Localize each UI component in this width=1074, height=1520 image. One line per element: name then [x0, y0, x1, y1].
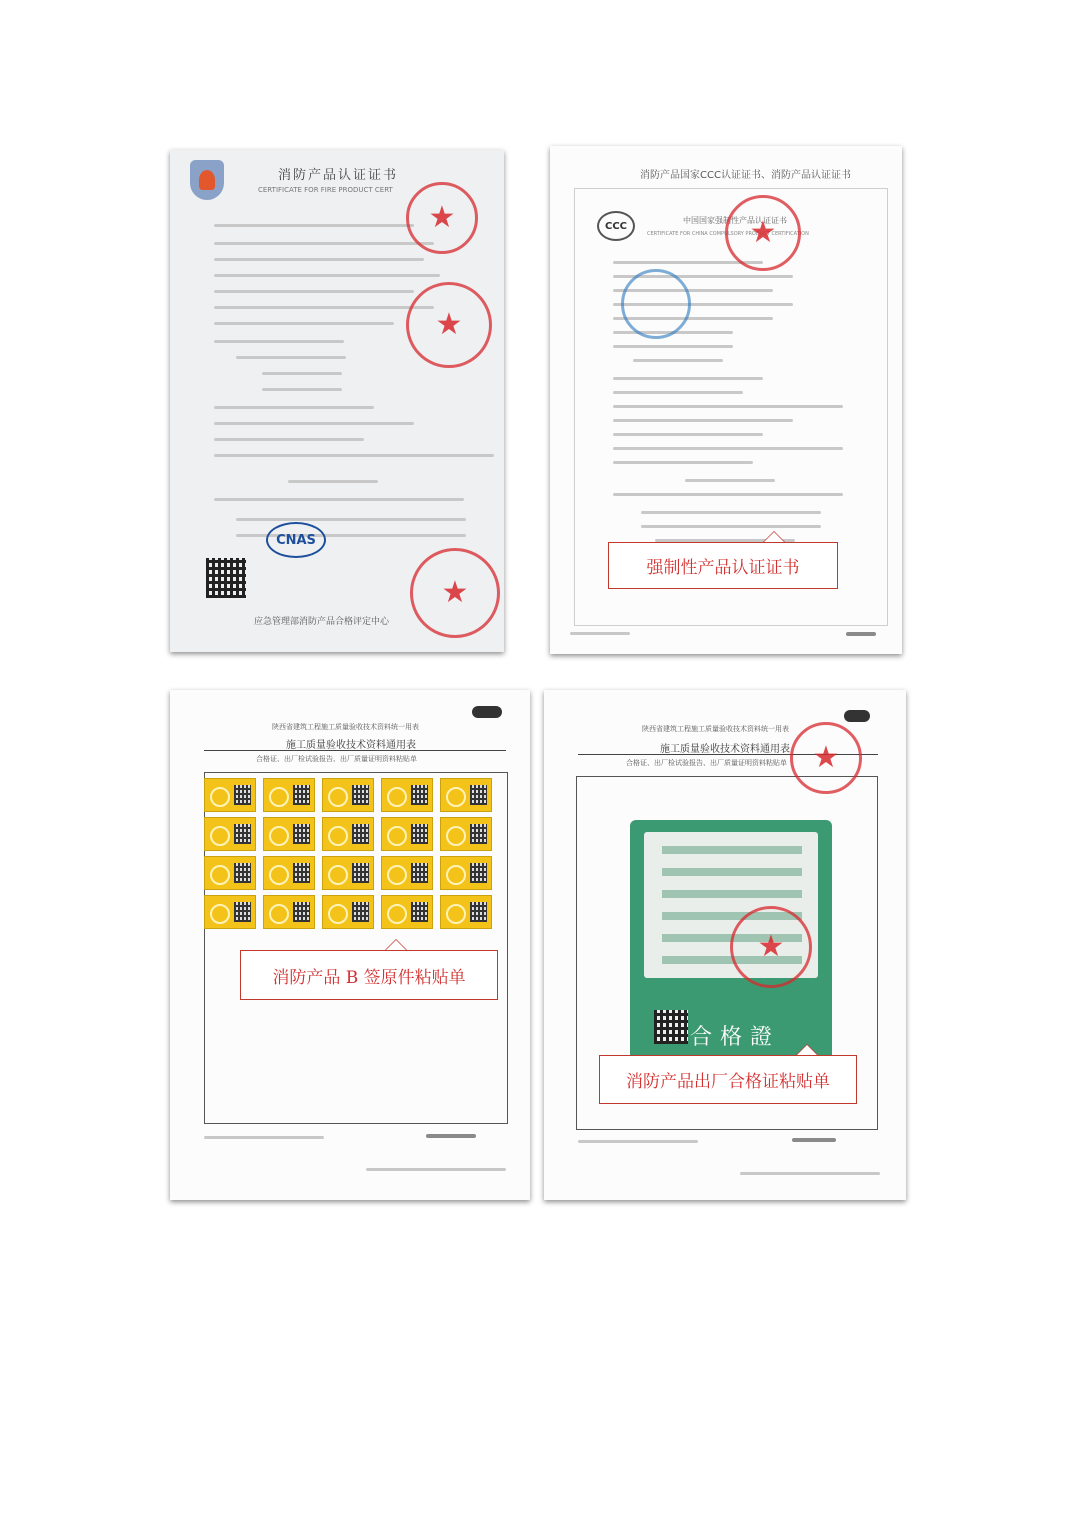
b-label — [381, 778, 433, 812]
b-label — [381, 895, 433, 929]
b-label-callout: 消防产品 B 签原件粘贴单 — [240, 950, 498, 1000]
sheet-subtitle: 合格证、出厂检试验报告、出厂质量证明资料粘贴单 — [626, 759, 787, 767]
b-label — [440, 856, 492, 890]
cnas-logo: CNAS — [266, 522, 326, 558]
b-label — [381, 856, 433, 890]
ccc-sheet-header: 消防产品国家CCC认证证书、消防产品认证证书 — [640, 170, 851, 181]
fire-certification-logo-icon — [190, 160, 224, 200]
b-label — [204, 856, 256, 890]
b-label-sheet — [170, 690, 530, 1200]
b-label — [322, 778, 374, 812]
sheet-header: 陕西省建筑工程施工质量验收技术资料统一用表 — [642, 725, 789, 733]
ccc-certificate-callout: 强制性产品认证证书 — [608, 542, 838, 589]
b-label — [322, 856, 374, 890]
b-label — [440, 895, 492, 929]
certificate-card-text: 合格證 — [690, 1025, 781, 1050]
red-seal-bottom: ★ — [410, 548, 500, 638]
blue-seal — [621, 269, 691, 339]
issuer-name: 应急管理部消防产品合格评定中心 — [254, 617, 390, 627]
b-label — [263, 856, 315, 890]
badge-icon — [844, 710, 870, 722]
ccc-subtitle: CERTIFICATE FOR CHINA COMPULSORY PRODUCT CERTIFICATION — [647, 231, 809, 237]
b-label — [440, 817, 492, 851]
sheet-subtitle: 合格证、出厂检试验报告、出厂质量证明资料粘贴单 — [256, 755, 417, 763]
b-label — [204, 817, 256, 851]
red-seal-top: ★ — [406, 182, 478, 254]
b-label — [381, 817, 433, 851]
sheet-header: 陕西省建筑工程施工质量验收技术资料统一用表 — [272, 723, 419, 731]
badge-icon — [472, 706, 502, 718]
red-seal-card: ★ — [730, 906, 812, 988]
b-label — [204, 778, 256, 812]
ccc-title: 中国国家强制性产品认证证书 — [683, 216, 787, 225]
b-label-grid — [204, 778, 492, 929]
red-seal: ★ — [725, 195, 801, 271]
factory-certificate-callout: 消防产品出厂合格证粘贴单 — [599, 1055, 857, 1104]
b-label — [322, 817, 374, 851]
sheet-title: 施工质量验收技术资料通用表 — [660, 744, 790, 755]
factory-certificate-sheet — [544, 690, 906, 1200]
sheet-title: 施工质量验收技术资料通用表 — [286, 740, 416, 751]
ccc-logo-icon: CCC — [597, 211, 635, 241]
b-label — [263, 817, 315, 851]
b-label — [263, 778, 315, 812]
qr-code-icon — [206, 558, 246, 598]
b-label — [204, 895, 256, 929]
certificate-title: 消防产品认证证书 — [278, 168, 399, 183]
b-label — [322, 895, 374, 929]
certificate-subtitle: CERTIFICATE FOR FIRE PRODUCT CERT — [258, 186, 393, 194]
b-label — [440, 778, 492, 812]
qr-code-icon — [654, 1010, 688, 1044]
red-seal-top: ★ — [790, 722, 862, 794]
fire-product-certificate — [170, 150, 504, 652]
b-label — [263, 895, 315, 929]
red-seal-middle: ★ — [406, 282, 492, 368]
